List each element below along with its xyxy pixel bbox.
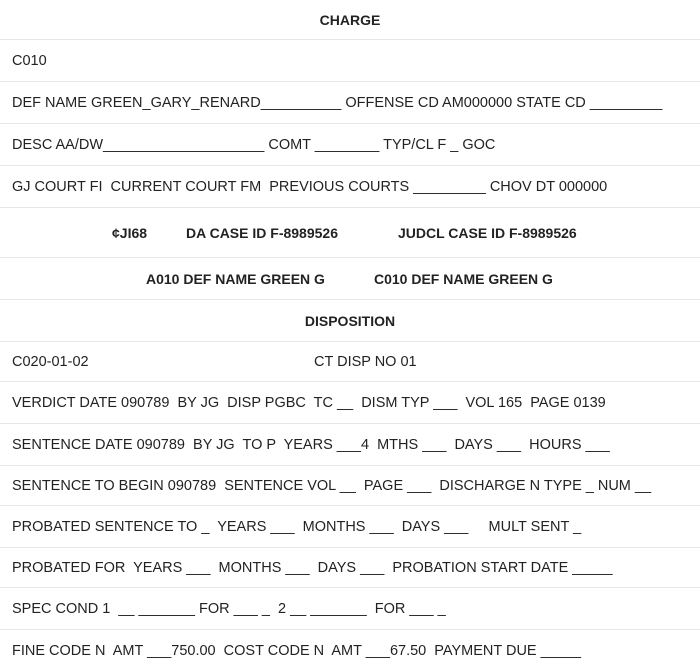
charge-code-row bbox=[0, 40, 700, 82]
desc-line: DESC AA/DW____________________ COMT ________ TYP/CL F _ GOC bbox=[12, 136, 496, 153]
sentence-begin-line: SENTENCE TO BEGIN 090789 SENTENCE VOL __ PAGE ___ DISCHARGE N TYPE _ NUM __ bbox=[12, 477, 652, 494]
charge-title: CHARGE bbox=[319, 11, 381, 28]
case-ids-row bbox=[0, 208, 700, 258]
sentence-line: SENTENCE DATE 090789 BY JG TO P YEARS ___4 MTHS ___ DAYS ___ HOURS ___ bbox=[12, 436, 610, 453]
disposition-code-row bbox=[0, 342, 700, 382]
charge-code: C010 bbox=[12, 52, 47, 69]
courts-line: GJ COURT FI CURRENT COURT FM PREVIOUS COURTS _________ CHOV DT 000000 bbox=[12, 178, 608, 195]
sentence-row bbox=[0, 424, 700, 466]
probated-for-line: PROBATED FOR YEARS ___ MONTHS ___ DAYS ___ PROBATION START DATE _____ bbox=[12, 559, 613, 576]
da-case-id: DA CASE ID F-8989526 bbox=[186, 224, 338, 241]
def-name-row bbox=[0, 82, 700, 124]
probated-to-row bbox=[0, 506, 700, 548]
probated-for-row bbox=[0, 548, 700, 588]
desc-row bbox=[0, 124, 700, 166]
verdict-line: VERDICT DATE 090789 BY JG DISP PGBC TC __ DISM TYP ___ VOL 165 PAGE 0139 bbox=[12, 394, 606, 411]
case-code: ¢JI68 bbox=[112, 224, 148, 241]
a010-def-name: A010 DEF NAME GREEN G bbox=[146, 270, 325, 287]
fine-row bbox=[0, 630, 700, 671]
sentence-begin-row bbox=[0, 466, 700, 506]
spec-cond-line: SPEC COND 1 __ _______ FOR ___ _ 2 __ _______ FOR ___ _ bbox=[12, 600, 446, 617]
verdict-row bbox=[0, 382, 700, 424]
courts-row bbox=[0, 166, 700, 208]
fine-line: FINE CODE N AMT ___750.00 COST CODE N AMT ___67.50 PAYMENT DUE _____ bbox=[12, 642, 581, 659]
disposition-code: C020-01-02 bbox=[12, 353, 89, 370]
judcl-case-id: JUDCL CASE ID F-8989526 bbox=[398, 224, 577, 241]
spec-cond-row bbox=[0, 588, 700, 630]
c010-def-name: C010 DEF NAME GREEN G bbox=[374, 270, 553, 287]
disposition-title: DISPOSITION bbox=[304, 312, 396, 329]
def-name-line: DEF NAME GREEN_GARY_RENARD__________ OFFENSE CD AM000000 STATE CD _________ bbox=[12, 94, 663, 111]
disposition-header-row bbox=[0, 300, 700, 342]
charge-header-row bbox=[0, 0, 700, 40]
def-names-row bbox=[0, 258, 700, 300]
probated-to-line: PROBATED SENTENCE TO _ YEARS ___ MONTHS ___ DAYS ___ MULT SENT _ bbox=[12, 518, 582, 535]
ct-disp-no: CT DISP NO 01 bbox=[314, 353, 417, 370]
